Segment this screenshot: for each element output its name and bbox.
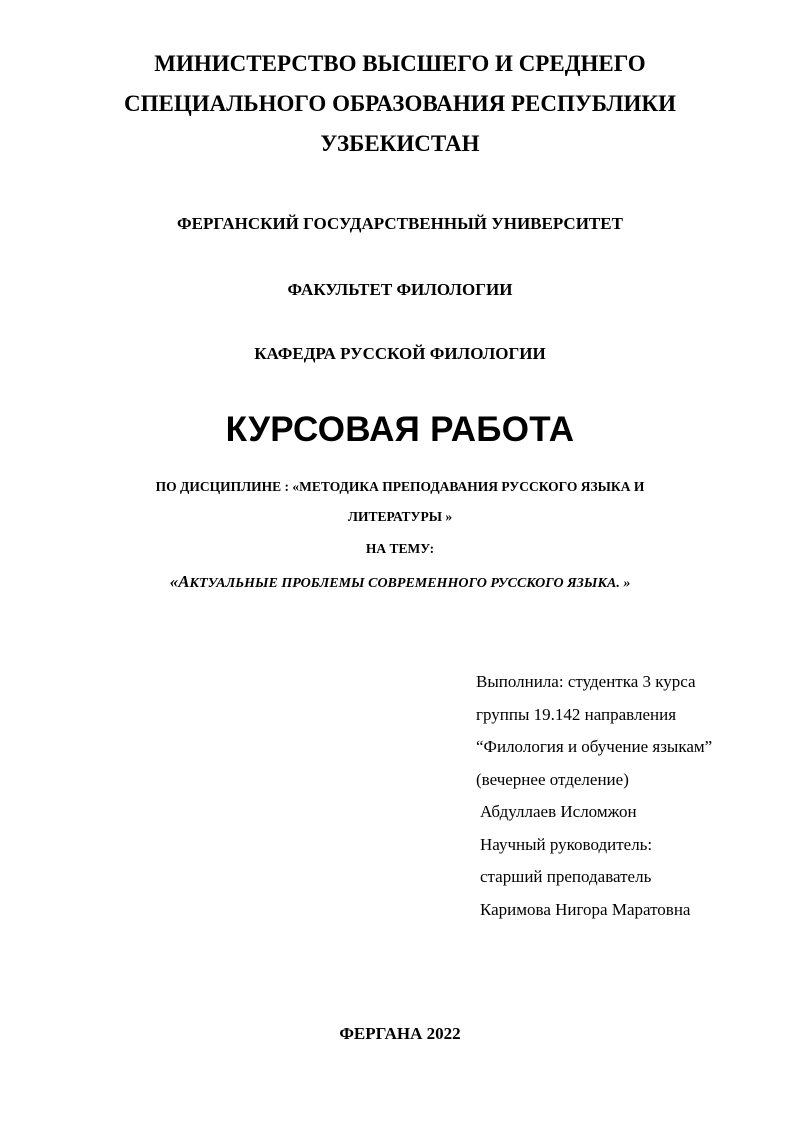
topic-label: НА ТЕМУ:	[365, 541, 435, 556]
ministry-line-3: УЗБЕКИСТАН	[320, 131, 480, 156]
topic-text: КТУАЛЬНЫЕ ПРОБЛЕМЫ СОВРЕМЕННОГО РУССКОГО ЯЗЫКА. »	[189, 576, 631, 591]
city-year: ФЕРГАНА 2022	[339, 1024, 461, 1043]
discipline	[0, 472, 800, 532]
ministry-line-1: МИНИСТЕРСТВО ВЫСШЕГО И СРЕДНЕГО	[154, 51, 646, 76]
author-line-2: группы 19.142 направления	[476, 704, 677, 724]
supervisor-name: Каримова Нигора Маратовна	[480, 899, 691, 919]
supervisor-position: старший преподаватель	[480, 867, 652, 886]
supervisor-label: Научный руководитель:	[480, 834, 653, 854]
author-line-1: Выполнила: студентка 3 курса	[476, 672, 696, 691]
faculty-name: ФАКУЛЬТЕТ ФИЛОЛОГИИ	[287, 280, 513, 299]
topic-initial: «А	[169, 572, 190, 591]
ministry-heading	[0, 44, 800, 164]
topic-title	[0, 572, 800, 592]
university-name: ФЕРГАНСКИЙ ГОСУДАРСТВЕННЫЙ УНИВЕРСИТЕТ	[177, 214, 623, 233]
author-info	[476, 666, 712, 926]
discipline-line-2: ЛИТЕРАТУРЫ »	[347, 509, 453, 524]
ministry-line-2: СПЕЦИАЛЬНОГО ОБРАЗОВАНИЯ РЕСПУБЛИКИ	[124, 91, 676, 116]
author-line-4: (вечернее отделение)	[476, 769, 629, 789]
discipline-line-1: ПО ДИСЦИПЛИНЕ : «МЕТОДИКА ПРЕПОДАВАНИЯ РУССКОГО ЯЗЫКА И	[155, 479, 645, 494]
document-title: КУРСОВАЯ РАБОТА	[225, 410, 575, 449]
author-name: Абдуллаев Исломжон	[480, 802, 637, 821]
department-name: КАФЕДРА РУССКОЙ ФИЛОЛОГИИ	[254, 344, 546, 363]
author-line-3: “Филология и обучение языкам”	[476, 737, 713, 756]
